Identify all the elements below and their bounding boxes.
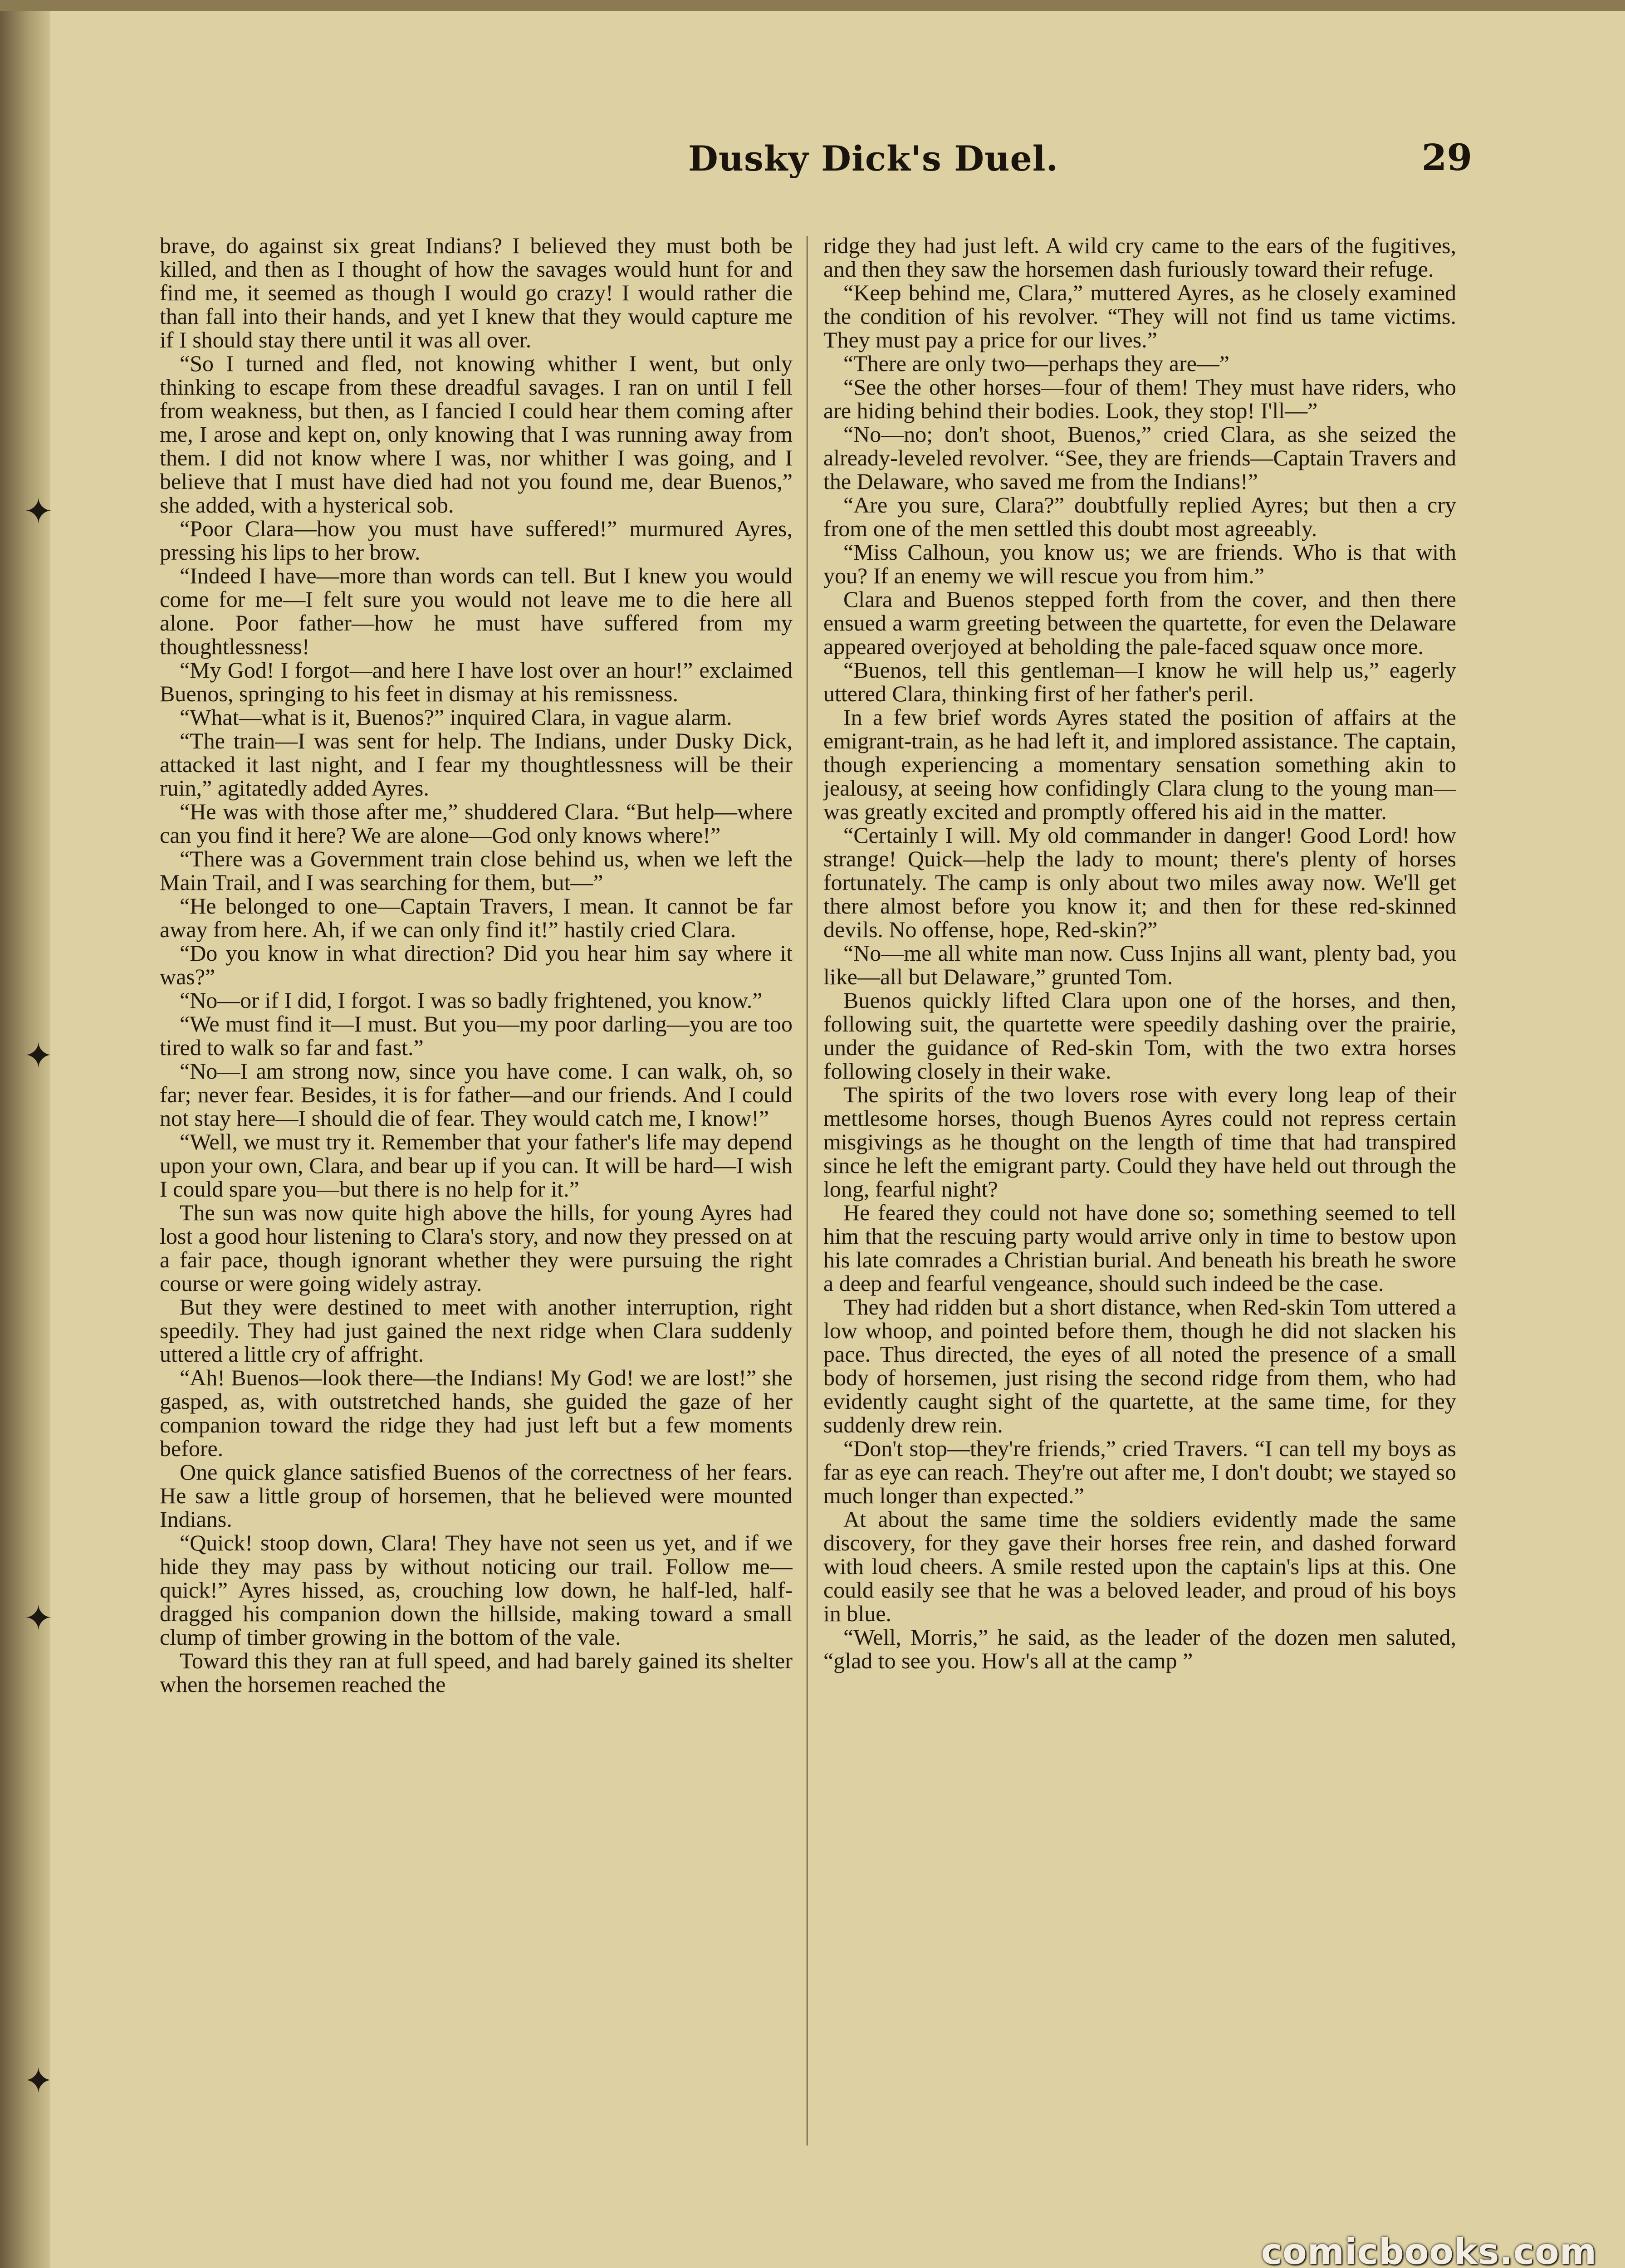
binding-staple-icon: ✦ <box>24 1036 54 1076</box>
paragraph: “He was with those after me,” shuddered Clara. “But help—where can you find it here? We are alone—God only knows where!” <box>160 799 793 848</box>
page-number: 29 <box>1421 136 1472 179</box>
paragraph: “No—me all white man now. Cuss Injins all want, plenty bad, you like—all but Delaware,” grunted Tom. <box>823 940 1456 989</box>
paragraph: “There are only two—perhaps they are—” <box>843 351 1230 376</box>
paragraph: The spirits of the two lovers rose with every long leap of their mettlesome horses, though Buenos Ayres could not repress certain misgivings as he thought on the length of time that had transpired since he left the emigrant party. Could they have held out through the long, fearful night? <box>823 1082 1456 1202</box>
paragraph: But they were destined to meet with another interruption, right speedily. They had just gained the next ridge when Clara suddenly uttered a little cry of affright. <box>160 1294 793 1367</box>
paragraph: “Well, we must try it. Remember that your father's life may depend upon your own, Clara, and bear up if you can. It will be hard—I wish I could spare you—but there is no help for it.” <box>160 1129 793 1202</box>
paragraph: “Miss Calhoun, you know us; we are friends. Who is that with you? If an enemy we will rescue you from him.” <box>823 539 1456 588</box>
paragraph: “So I turned and fled, not knowing whither I went, but only thinking to escape from these dreadful savages. I ran on until I fell from weakness, but then, as I fancied I could hear them coming after me, I arose and kept on, only knowing that I was running away from them. I did not know where I was, nor whither I was going, and I believe that I must have died had not you found me, dear Buenos,” she added, with a hysterical sob. <box>160 351 793 518</box>
paragraph: “Don't stop—they're friends,” cried Travers. “I can tell my boys as far as eye can reach. They're out after me, I don't doubt; we stayed so much longer than expected.” <box>823 1436 1456 1508</box>
paragraph: “He belonged to one—Captain Travers, I mean. It cannot be far away from here. Ah, if we can only find it!” hastily cried Clara. <box>160 893 793 942</box>
paragraph: He feared they could not have done so; something seemed to tell him that the rescuing party would arrive only in time to bestow upon his late comrades a Christian burial. And beneath his breath he swore a deep and fearful vengeance, should such indeed be the case. <box>823 1200 1456 1296</box>
paragraph: One quick glance satisfied Buenos of the correctness of her fears. He saw a little group of horsemen, that he believed were mounted Indians. <box>160 1459 793 1532</box>
column-divider <box>807 236 808 2146</box>
paragraph: “There was a Government train close behind us, when we left the Main Trail, and I was searching for them, but—” <box>160 846 793 895</box>
paragraph: The sun was now quite high above the hills, for young Ayres had lost a good hour listening to Clara's story, and now they pressed on at a fair pace, though ignorant whether they were pursuing the right course or were going widely astray. <box>160 1200 793 1296</box>
text-column-left <box>160 234 793 2148</box>
paragraph: “See the other horses—four of them! They must have riders, who are hiding behind their bodies. Look, they stop! I'll—” <box>823 374 1456 423</box>
paragraph: “Ah! Buenos—look there—the Indians! My God! we are lost!” she gasped, as, with outstretched hands, she guided the gaze of her companion toward the ridge they had just left but a few moments before. <box>160 1365 793 1461</box>
text-column-right <box>823 234 1456 2148</box>
paragraph: Toward this they ran at full speed, and had barely gained its shelter when the horsemen reached the <box>160 1648 793 1697</box>
paragraph: Buenos quickly lifted Clara upon one of the horses, and then, following suit, the quartette were speedily dashing over the prairie, under the guidance of Red-skin Tom, with the two extra horses following closely in their wake. <box>823 987 1456 1084</box>
paragraph: “Well, Morris,” he said, as the leader of the dozen men saluted, “glad to see you. How's all at the camp ” <box>823 1624 1456 1673</box>
binding-staple-icon: ✦ <box>24 2061 54 2102</box>
running-title: Dusky Dick's Duel. <box>688 138 1059 179</box>
paragraph: brave, do against six great Indians? I believed they must both be killed, and then as I thought of how the savages would hunt for and find me, it seemed as though I would go crazy! I would rather die than fall into their hands, and yet I knew that they would capture me if I should stay there until it was all over. <box>160 234 793 352</box>
paragraph: “Poor Clara—how you must have suffered!” murmured Ayres, pressing his lips to her brow. <box>160 516 793 565</box>
paragraph: “Quick! stoop down, Clara! They have not seen us yet, and if we hide they may pass by without noticing our trail. Follow me—quick!” Ayres hissed, as, crouching low down, he half-led, half-dragged his companion down the hillside, making toward a small clump of timber growing in the bottom of the vale. <box>160 1530 793 1650</box>
paragraph: “Are you sure, Clara?” doubtfully replied Ayres; but then a cry from one of the men settled this doubt most agreeably. <box>823 492 1456 541</box>
site-watermark: comicbooks.com <box>1261 2232 1597 2268</box>
page-top-edge <box>0 0 1625 11</box>
paragraph: “No—no; don't shoot, Buenos,” cried Clara, as she seized the already-leveled revolver. “See, they are friends—Captain Travers and the Delaware, who saved me from the Indians!” <box>823 421 1456 494</box>
paragraph: “Keep behind me, Clara,” muttered Ayres, as he closely examined the condition of his revolver. “They will not find us tame victims. They must pay a price for our lives.” <box>823 280 1456 352</box>
paragraph: “We must find it—I must. But you—my poor darling—you are too tired to walk so far and fast.” <box>160 1011 793 1060</box>
paragraph: “Certainly I will. My old commander in danger! Good Lord! how strange! Quick—help the lady to mount; there's plenty of horses fortunately. The camp is only about two miles away now. We'll get there almost before you know it; and then for these red-skinned devils. No offense, hope, Red-skin?” <box>823 822 1456 942</box>
binding-staple-icon: ✦ <box>24 491 54 532</box>
page-binding-gutter <box>0 0 54 2268</box>
paragraph: “What—what is it, Buenos?” inquired Clara, in vague alarm. <box>180 704 732 730</box>
paragraph: ridge they had just left. A wild cry came to the ears of the fugitives, and then they saw the horsemen dash furiously toward their refuge. <box>823 234 1456 282</box>
paragraph: In a few brief words Ayres stated the position of affairs at the emigrant-train, as he had left it, and implored assistance. The captain, though experiencing a momentary sensation something akin to jealousy, at seeing how confidingly Clara clung to the young man—was greatly excited and promptly offered his aid in the matter. <box>823 704 1456 824</box>
paragraph: They had ridden but a short distance, when Red-skin Tom uttered a low whoop, and pointed before them, though he did not slacken his pace. Thus directed, the eyes of all noted the presence of a small body of horsemen, just rising the second ridge from them, who had evidently caught sight of the quartette, at the same time, for they suddenly drew rein. <box>823 1294 1456 1437</box>
paragraph: “The train—I was sent for help. The Indians, under Dusky Dick, attacked it last night, and I fear my thoughtlessness will be their ruin,” agitatedly added Ayres. <box>160 728 793 801</box>
paragraph: “Indeed I have—more than words can tell. But I knew you would come for me—I felt sure you would not leave me to die here all alone. Poor father—how he must have suffered from my thoughtlessness! <box>160 563 793 659</box>
paragraph: “My God! I forgot—and here I have lost over an hour!” exclaimed Buenos, springing to his feet in dismay at his remissness. <box>160 657 793 706</box>
paragraph: “No—I am strong now, since you have come. I can walk, oh, so far; never fear. Besides, it is for father—and our friends. And I could not stay here—I should die of fear. They would catch me, I know!” <box>160 1058 793 1131</box>
binding-staple-icon: ✦ <box>24 1598 54 1639</box>
paragraph: “No—or if I did, I forgot. I was so badly frightened, you know.” <box>180 987 763 1013</box>
paragraph: “Buenos, tell this gentleman—I know he will help us,” eagerly uttered Clara, thinking first of her father's peril. <box>823 657 1456 706</box>
paragraph: At about the same time the soldiers evidently made the same discovery, for they gave their horses free rein, and dashed forward with loud cheers. A smile rested upon the captain's lips at this. One could easily see that he was a beloved leader, and proud of his boys in blue. <box>823 1506 1456 1626</box>
paragraph: “Do you know in what direction? Did you hear him say where it was?” <box>160 940 793 989</box>
paragraph: Clara and Buenos stepped forth from the cover, and then there ensued a warm greeting between the quartette, for even the Delaware appeared overjoyed at beholding the pale-faced squaw once more. <box>823 587 1456 659</box>
